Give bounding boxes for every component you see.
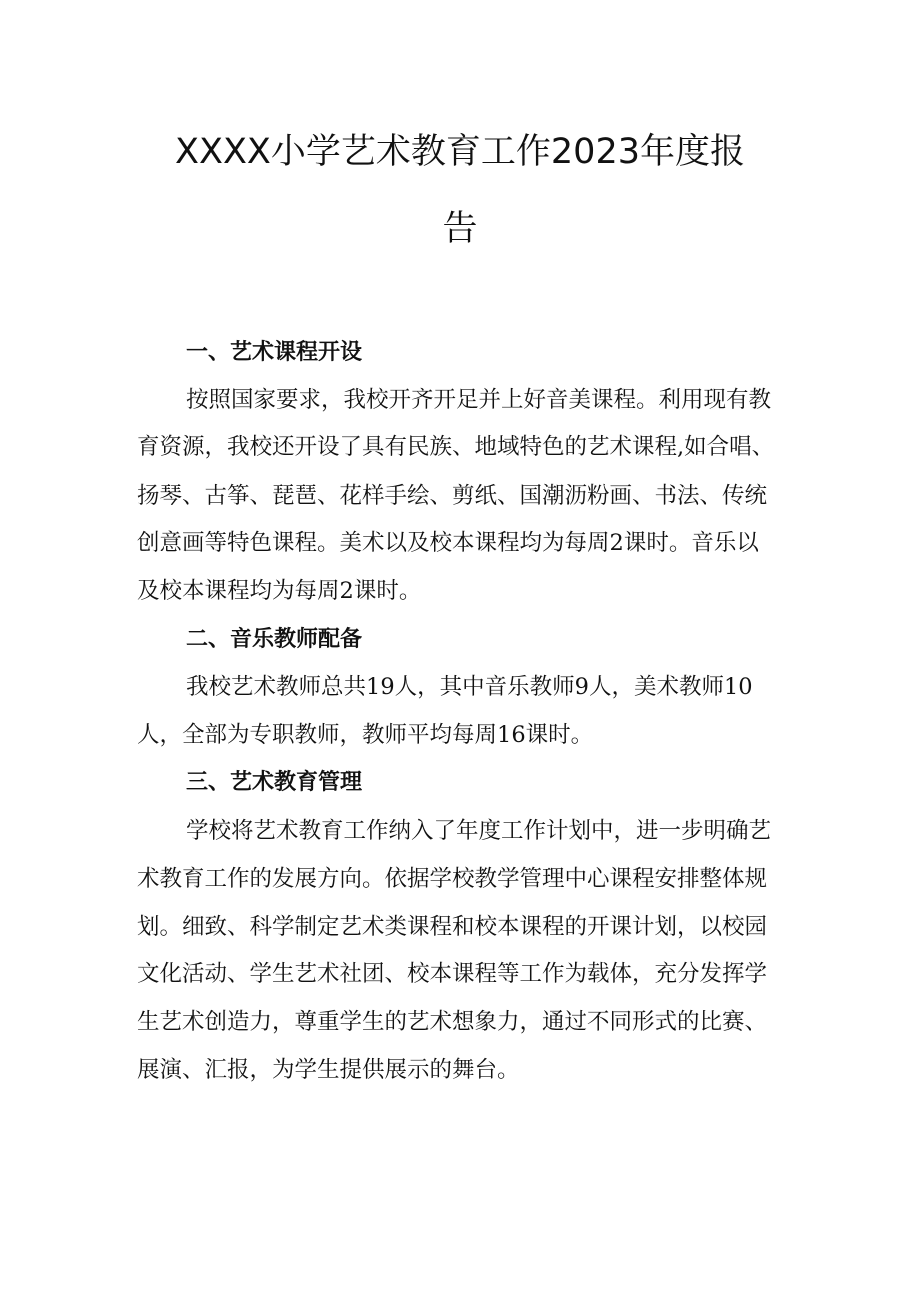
section-heading-course-setup: 一、艺术课程开设 <box>186 340 363 365</box>
section-heading-art-management: 三、艺术教育管理 <box>186 770 363 795</box>
paragraph-line: 术教育工作的发展方向。依据学校教学管理中心课程安排整体规 <box>137 866 768 892</box>
section-heading-music-teachers: 二、音乐教师配备 <box>186 627 363 652</box>
paragraph-line: 及校本课程均为每周2课时。 <box>137 578 422 604</box>
paragraph-line: 展演、汇报，为学生提供展示的舞台。 <box>137 1057 520 1083</box>
document-title-line-2: 告 <box>442 209 478 249</box>
paragraph-line: 按照国家要求，我校开齐开足并上好音美课程。利用现有教 <box>186 387 772 413</box>
paragraph-line: 学校将艺术教育工作纳入了年度工作计划中，进一步明确艺 <box>186 818 772 844</box>
paragraph-line: 创意画等特色课程。美术以及校本课程均为每周2课时。音乐以 <box>137 530 759 556</box>
document-title-line-1: XXXX小学艺术教育工作2023年度报 <box>175 132 745 172</box>
paragraph-line: 文化活动、学生艺术社团、校本课程等工作为载体，充分发挥学 <box>137 961 768 987</box>
paragraph-line: 育资源，我校还开设了具有民族、地域特色的艺术课程,如合唱、 <box>137 434 775 460</box>
paragraph-line: 我校艺术教师总共19人，其中音乐教师9人，美术教师10 <box>186 674 753 700</box>
paragraph-line: 人，全部为专职教师，教师平均每周16课时。 <box>137 722 594 748</box>
paragraph-line: 划。细致、科学制定艺术类课程和校本课程的开课计划，以校园 <box>137 914 768 940</box>
paragraph-line: 扬琴、古筝、琵琶、花样手绘、剪纸、国潮沥粉画、书法、传统 <box>137 483 768 509</box>
paragraph-line: 生艺术创造力，尊重学生的艺术想象力，通过不同形式的比赛、 <box>137 1009 768 1035</box>
